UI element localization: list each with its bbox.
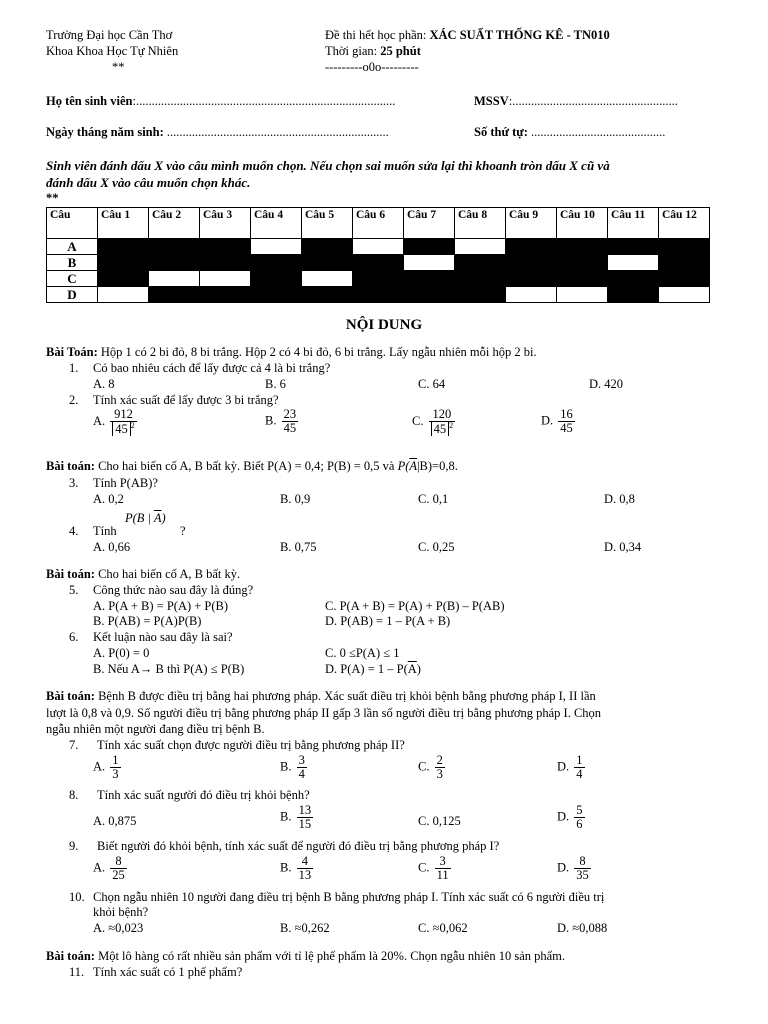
answer-grid (46, 207, 710, 303)
grid-cell-blocked (557, 239, 608, 255)
grid-cell-answer[interactable] (455, 239, 506, 255)
fraction: $\frac{1}{4}$ (576, 753, 583, 782)
grid-cell-blocked (506, 271, 557, 287)
grid-cell-blocked (200, 255, 251, 271)
q2-option-d[interactable]: D. $\frac{16}{45}$ (541, 407, 573, 436)
q1-option-b[interactable]: B. 6 (265, 377, 286, 391)
mssv-field[interactable]: MSSV:..................................................... (474, 94, 678, 108)
q9-option-d[interactable]: D. $\frac{8}{35}$ (557, 854, 589, 883)
q5-text: Công thức nào sau đây là đúng? (93, 583, 254, 597)
q1-number: 1. (69, 361, 79, 375)
q1-option-d[interactable]: D. 420 (589, 377, 624, 391)
grid-option-label: D (47, 287, 98, 303)
q3-text: Tính P(AB)? (93, 476, 158, 490)
grid-question-header: Câu 2 (149, 208, 200, 239)
problem-1-statement: Bài Toán: Hộp 1 có 2 bi đỏ, 8 bi trắng. Hộp 2 có 4 bi đỏ, 6 bi trắng. Lấy ngẫu nhiên mỗi hộp 2 bi. (46, 345, 537, 359)
q2-option-a[interactable]: A. $\frac{912}{45 ^2}$ (93, 407, 135, 437)
q4-option-b[interactable]: B. 0,75 (280, 540, 317, 554)
header-ornament: ---------o0o--------- (325, 60, 419, 74)
grid-question-header: Câu 11 (608, 208, 659, 239)
q1-option-c[interactable]: C. 64 (418, 377, 446, 391)
q8-option-c[interactable]: C. 0,125 (418, 814, 461, 828)
q3-option-a[interactable]: A. 0,2 (93, 492, 124, 506)
grid-cell-blocked (200, 287, 251, 303)
grid-cell-blocked (98, 271, 149, 287)
q4-question-mark: ? (180, 524, 186, 538)
fraction: $\frac{120}{45 ^2}$ (429, 408, 456, 436)
grid-cell-blocked (404, 239, 455, 255)
grid-cell-blocked (608, 271, 659, 287)
order-number-field[interactable]: Số thứ tự: ........................................... (474, 125, 666, 139)
q4-option-a[interactable]: A. 0,66 (93, 540, 131, 554)
q10-option-d[interactable]: D. ≈0,088 (557, 921, 608, 935)
q2-text: Tính xác suất để lấy được 3 bi trắng? (93, 393, 279, 407)
grid-option-row (47, 239, 710, 255)
grid-cell-blocked (251, 271, 302, 287)
grid-cell-answer[interactable] (557, 287, 608, 303)
q9-option-c[interactable]: C. $\frac{3}{11}$ (418, 854, 449, 883)
grid-cell-blocked (98, 255, 149, 271)
q4-text: Tính (93, 524, 117, 538)
q11-text: Tính xác suất có 1 phế phẩm? (93, 965, 243, 979)
grid-cell-answer[interactable] (353, 239, 404, 255)
grid-cell-blocked (353, 255, 404, 271)
grid-cell-blocked (302, 239, 353, 255)
q9-option-a[interactable]: A. $\frac{8}{25}$ (93, 854, 125, 883)
q4-option-c[interactable]: C. 0,25 (418, 540, 455, 554)
grid-question-header: Câu 12 (659, 208, 710, 239)
q7-option-b[interactable]: B. $\frac{3}{4}$ (280, 753, 305, 782)
q9-number: 9. (69, 839, 79, 853)
q10-number: 10. (69, 890, 85, 904)
q1-option-a[interactable]: A. 8 (93, 377, 115, 391)
fraction: $\frac{8}{25}$ (112, 854, 125, 883)
q9-option-b[interactable]: B. $\frac{4}{13}$ (280, 854, 312, 883)
faculty-name: Khoa Khoa Học Tự Nhiên (46, 44, 179, 58)
grid-question-header: Câu 6 (353, 208, 404, 239)
grid-cell-blocked (302, 287, 353, 303)
q6-text: Kết luận nào sau đây là sai? (93, 630, 233, 644)
grid-option-row (47, 255, 710, 271)
grid-cell-answer[interactable] (200, 271, 251, 287)
q3-option-b[interactable]: B. 0,9 (280, 492, 311, 506)
grid-cell-blocked (302, 255, 353, 271)
grid-question-header: Câu 10 (557, 208, 608, 239)
grid-cell-blocked (608, 287, 659, 303)
q7-number: 7. (69, 738, 79, 752)
grid-cell-answer[interactable] (98, 287, 149, 303)
fraction: $\frac{8}{35}$ (576, 854, 589, 883)
q5-option-d[interactable]: D. P(AB) = 1 – P(A + B) (325, 614, 451, 628)
grid-cell-blocked (251, 255, 302, 271)
grid-option-label: A (47, 239, 98, 255)
grid-cell-answer[interactable] (251, 239, 302, 255)
problem-4-statement-line-2: lượt là 0,8 và 0,9. Số người điều trị bằng phương pháp II gấp 3 lần số người điều trị bằng phương pháp I. Chọn (46, 706, 602, 720)
grid-question-header: Câu 3 (200, 208, 251, 239)
q3-option-d[interactable]: D. 0,8 (604, 492, 635, 506)
grid-cell-blocked (353, 271, 404, 287)
grid-cell-blocked (353, 287, 404, 303)
problem-4-statement-line-1: Bài toán: Bệnh B được điều trị bằng hai phương pháp. Xác suất điều trị khỏi bệnh bằng phương pháp I, II lần (46, 689, 596, 703)
grid-cell-blocked (404, 287, 455, 303)
grid-cell-answer[interactable] (404, 255, 455, 271)
grid-cell-blocked (251, 287, 302, 303)
grid-option-row (47, 287, 710, 303)
q8-option-d[interactable]: D. $\frac{5}{6}$ (557, 803, 583, 832)
q11-number: 11. (69, 965, 85, 979)
grid-cell-blocked (659, 239, 710, 255)
grid-cell-answer[interactable] (302, 271, 353, 287)
grid-cell-answer[interactable] (506, 287, 557, 303)
problem-4-statement-line-3: ngẫu nhiên một người đang điều trị bệnh B. (46, 722, 265, 736)
problem-3-statement: Bài toán: Cho hai biến cố A, B bất kỳ. (46, 567, 241, 581)
grid-cell-blocked (608, 239, 659, 255)
fraction: $\frac{2}{3}$ (436, 753, 443, 782)
fraction: $\frac{912}{45 ^2}$ (110, 408, 137, 436)
q5-option-c[interactable]: C. P(A + B) = P(A) + P(B) – P(AB) (325, 599, 505, 613)
q1-text: Có bao nhiêu cách để lấy được cả 4 là bi trắng? (93, 361, 331, 375)
q10-option-a[interactable]: A. ≈0,023 (93, 921, 144, 935)
grid-question-header: Câu 8 (455, 208, 506, 239)
grid-cell-blocked (455, 255, 506, 271)
grid-cell-blocked (506, 255, 557, 271)
q2-option-b[interactable]: B. $\frac{23}{45}$ (265, 407, 297, 436)
grid-cell-blocked (506, 239, 557, 255)
grid-cell-answer[interactable] (149, 271, 200, 287)
q5-option-b[interactable]: B. P(AB) = P(A)P(B) (93, 614, 202, 628)
grid-cell-blocked (557, 271, 608, 287)
dob-field[interactable]: Ngày tháng năm sinh: ....................................................................... (46, 125, 389, 139)
q5-option-a[interactable]: A. P(A + B) = P(A) + P(B) (93, 599, 229, 613)
fraction: $\frac{3}{4}$ (298, 753, 305, 782)
grid-cell-blocked (659, 255, 710, 271)
grid-question-header: Câu 4 (251, 208, 302, 239)
q7-option-a[interactable]: A. $\frac{1}{3}$ (93, 753, 119, 782)
grid-question-header: Câu 9 (506, 208, 557, 239)
grid-header-row (47, 208, 710, 239)
student-name-field[interactable]: Họ tên sinh viên:................................................................................... (46, 94, 396, 108)
q8-number: 8. (69, 788, 79, 802)
problem-5-statement: Bài toán: Một lô hàng có rất nhiều sản phẩm với tỉ lệ phế phẩm là 20%. Chọn ngẫu nhiên 10 sản phẩm. (46, 949, 566, 963)
fraction: $\frac{4}{13}$ (298, 854, 312, 883)
grid-cell-blocked (98, 239, 149, 255)
university-name: Trường Đại học Cần Thơ (46, 28, 173, 42)
grid-question-header: Câu 5 (302, 208, 353, 239)
q4-expression: P(B | $\overline{A}$) (125, 511, 166, 525)
fraction: $\frac{13}{15}$ (298, 803, 312, 832)
q8-text: Tính xác suất người đó điều trị khỏi bệnh? (97, 788, 310, 802)
q7-text: Tính xác suất chọn được người điều trị bằng phương pháp II? (97, 738, 405, 752)
q7-option-c[interactable]: C. $\frac{2}{3}$ (418, 753, 443, 782)
problem-2-statement: Bài toán: Cho hai biến cố A, B bất kỳ. Biết P(A) = 0,4; P(B) = 0,5 và $P(\overline{A}|B)=0,8$. (46, 459, 458, 473)
instruction-line-1: Sinh viên đánh dấu X vào câu mình muốn chọn. Nếu chọn sai muốn sửa lại thì khoanh tròn dấu X cũ và (46, 158, 610, 173)
instruction-line-2: đánh dấu X vào câu muốn chọn khác. (46, 175, 251, 190)
q3-number: 3. (69, 476, 79, 490)
q10-option-b[interactable]: B. ≈0,262 (280, 921, 330, 935)
q6-option-d[interactable]: D. $P(A) = 1 - P(\overline{A})$ (325, 662, 421, 676)
q2-number: 2. (69, 393, 79, 407)
grid-cell-answer[interactable] (659, 287, 710, 303)
q9-text: Biết người đó khỏi bệnh, tính xác suất để người đó điều trị bằng phương pháp I? (97, 839, 500, 853)
q6-option-a[interactable]: A. P(0) = 0 (93, 646, 150, 660)
grid-corner-cell: Câu (47, 208, 98, 239)
fraction: $\frac{1}{3}$ (112, 753, 119, 782)
grid-option-row (47, 271, 710, 287)
q10-text-line-2: khỏi bệnh? (93, 905, 149, 919)
grid-cell-blocked (557, 255, 608, 271)
fraction: $\frac{16}{45}$ (560, 407, 573, 436)
grid-cell-blocked (200, 239, 251, 255)
grid-cell-blocked (659, 271, 710, 287)
q4-option-d[interactable]: D. 0,34 (604, 540, 642, 554)
fraction: $\frac{5}{6}$ (576, 803, 583, 832)
exam-time: Thời gian: 25 phút (325, 44, 421, 58)
grid-cell-blocked (149, 239, 200, 255)
grid-cell-blocked (455, 287, 506, 303)
grid-cell-blocked (149, 255, 200, 271)
fraction: $\frac{3}{11}$ (436, 854, 449, 883)
grid-cell-blocked (455, 271, 506, 287)
grid-cell-blocked (404, 271, 455, 287)
instruction-stars: ** (46, 191, 59, 205)
q5-number: 5. (69, 583, 79, 597)
header-stars: ** (112, 60, 125, 74)
grid-question-header: Câu 1 (98, 208, 149, 239)
grid-question-header: Câu 7 (404, 208, 455, 239)
q8-option-b[interactable]: B. $\frac{13}{15}$ (280, 803, 312, 832)
q6-option-b[interactable]: B. Nếu A→ B thì P(A) ≤ P(B) (93, 662, 245, 676)
q3-option-c[interactable]: C. 0,1 (418, 492, 449, 506)
grid-option-label: C (47, 271, 98, 287)
grid-option-label: B (47, 255, 98, 271)
fraction: $\frac{23}{45}$ (283, 407, 297, 436)
q10-text-line-1: Chọn ngẫu nhiên 10 người đang điều trị bệnh B bằng phương pháp I. Tính xác suất có 6 người điều trị (93, 890, 605, 904)
content-title: NỘI DUNG (345, 317, 423, 333)
q4-number: 4. (69, 524, 79, 538)
exam-title: Đề thi hết học phần: XÁC SUẤT THỐNG KÊ - TN010 (325, 28, 610, 42)
q6-option-c[interactable]: C. 0 ≤P(A) ≤ 1 (325, 646, 400, 660)
grid-cell-blocked (149, 287, 200, 303)
grid-cell-answer[interactable] (608, 255, 659, 271)
q8-option-a[interactable]: A. 0,875 (93, 814, 137, 828)
q2-option-c[interactable]: C. $\frac{120}{45 ^2}$ (412, 407, 454, 437)
q7-option-d[interactable]: D. $\frac{1}{4}$ (557, 753, 583, 782)
q6-number: 6. (69, 630, 79, 644)
q10-option-c[interactable]: C. ≈0,062 (418, 921, 468, 935)
